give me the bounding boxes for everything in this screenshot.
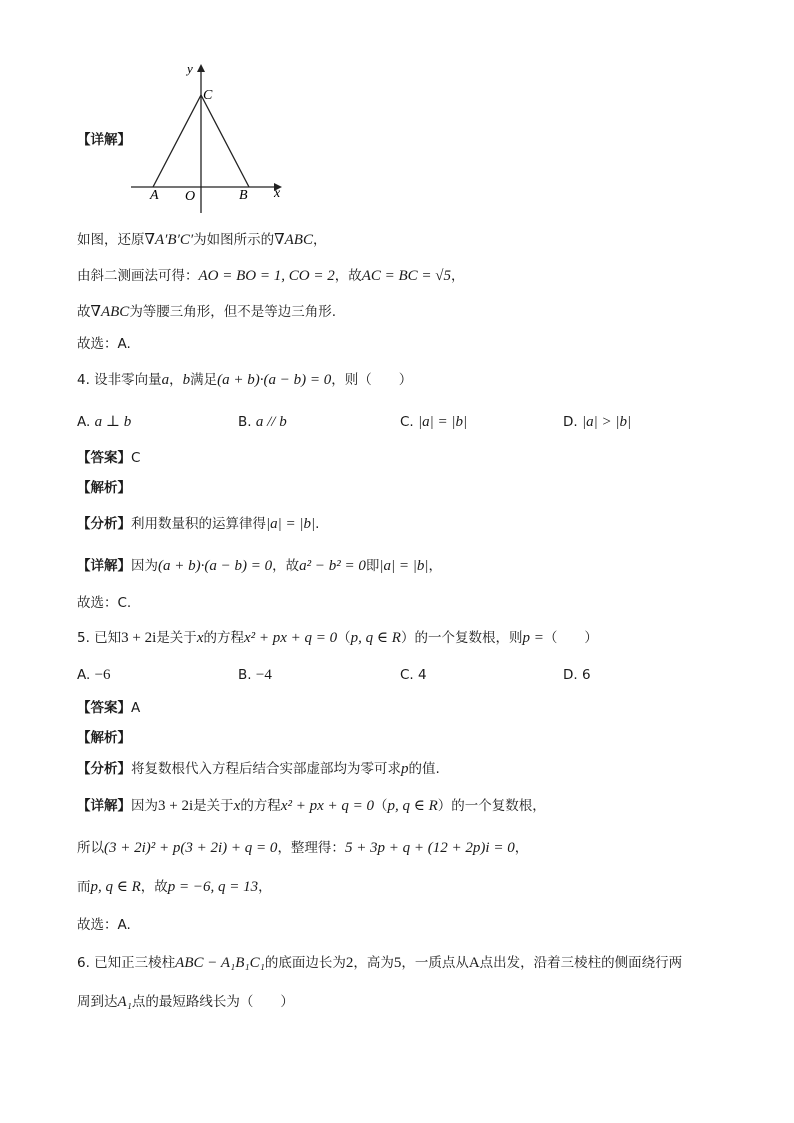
q5-detail-line3: 而p, q ∈ R，故p = −6, q = 13，: [77, 879, 272, 895]
q4-fenxi: 【分析】利用数量积的运算律得|a| = |b|.: [77, 516, 320, 532]
y-axis-arrow: [197, 64, 205, 72]
triangle-diagram: [125, 55, 305, 220]
q5-fenxi: 【分析】将复数根代入方程后结合实部虚部均为零可求p的值.: [77, 761, 440, 777]
q3-detail-line1: 如图，还原∇A′B′C′为如图所示的∇ABC，: [77, 232, 327, 248]
q3-choose: 故选：A.: [77, 336, 131, 352]
label-a: A: [150, 188, 159, 203]
q4-choose: 故选：C.: [77, 595, 132, 611]
label-x: x: [274, 186, 281, 201]
q4-option-c: C. |a| = |b|: [400, 414, 468, 430]
detail-tag: 【详解】: [77, 132, 131, 148]
q4-answer: 【答案】C: [77, 450, 141, 466]
q3-detail-line2: 由斜二测画法可得：AO = BO = 1, CO = 2，故AC = BC = √5，: [77, 268, 465, 284]
q4-analysis-tag: 【解析】: [77, 480, 131, 496]
q5-option-b: B. −4: [238, 667, 272, 683]
q4-option-d: D. |a| > |b|: [563, 414, 632, 430]
side-bc: [201, 95, 249, 187]
q5-analysis-tag: 【解析】: [77, 730, 131, 746]
q5-option-d: D. 6: [563, 667, 591, 683]
q5-detail: 【详解】因为3 + 2i是关于x的方程x² + px + q = 0（p, q ∈ R）的一个复数根，: [77, 798, 546, 814]
label-y: y: [187, 61, 193, 76]
q4-stem: 4. 设非零向量a，b满足(a + b)·(a − b) = 0，则（ ）: [77, 372, 413, 388]
q4-detail: 【详解】因为(a + b)·(a − b) = 0，故a² − b² = 0即|a| = |b|，: [77, 558, 442, 574]
q5-detail-line2: 所以(3 + 2i)² + p(3 + 2i) + q = 0，整理得：5 + 3p + q + (12 + 2p)i = 0，: [77, 840, 529, 856]
q5-choose: 故选：A.: [77, 917, 131, 933]
q3-detail-tag-line: [77, 130, 131, 150]
q5-stem: 5. 已知3 + 2i是关于x的方程x² + px + q = 0（p, q ∈ R）的一个复数根，则p =（ ）: [77, 630, 598, 646]
q3-detail-line3: 故∇ABC为等腰三角形，但不是等边三角形.: [77, 304, 337, 320]
q5-option-c: C. 4: [400, 667, 427, 683]
q4-option-b: B. a // b: [238, 414, 287, 430]
q5-option-a: A. −6: [77, 667, 111, 683]
label-b: B: [239, 188, 248, 203]
side-ac: [153, 95, 201, 187]
q4-option-a: A. a ⊥ b: [77, 414, 132, 430]
q6-stem-line2: 周到达A₁点的最短路线长为（ ）: [77, 994, 294, 1010]
label-o: O: [185, 189, 196, 204]
q6-stem: 6. 已知正三棱柱ABC − A₁B₁C₁的底面边长为2，高为5，一质点从A点出发，沿着三棱柱的侧面绕行两: [77, 955, 683, 971]
label-c: C: [203, 88, 213, 103]
q5-answer: 【答案】A: [77, 700, 141, 716]
